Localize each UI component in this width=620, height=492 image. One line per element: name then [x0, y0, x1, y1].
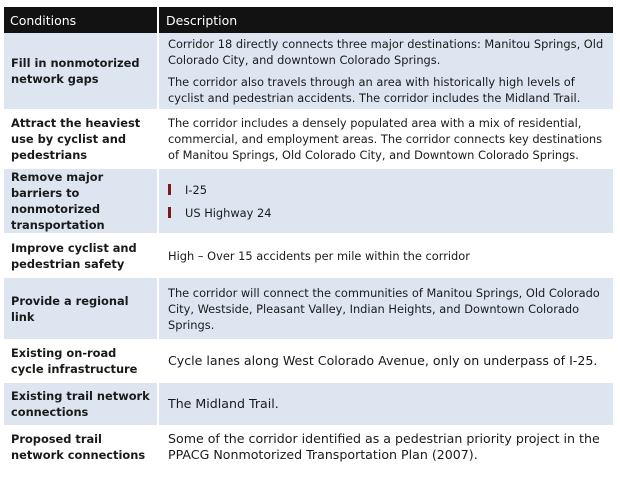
table-row: [4, 111, 613, 169]
description-cell: [157, 33, 613, 109]
description-text: Some of the corridor identified as a pedestrian priority project in the PPACG Nonmotorized Transportation Plan (2007).: [168, 431, 600, 462]
table-row: [4, 427, 613, 467]
table-row: [4, 33, 613, 111]
table-row: [4, 341, 613, 383]
bullet-marker-icon: [168, 184, 171, 195]
condition-cell: Existing on-road cycle infrastructure: [11, 346, 138, 376]
description-cell: [157, 111, 613, 167]
description-text: High – Over 15 accidents per mile within the corridor: [168, 248, 470, 263]
description-text: Cycle lanes along West Colorado Avenue, only on underpass of I-25.: [168, 353, 598, 368]
description-text: The Midland Trail.: [168, 396, 279, 411]
table-row: [4, 383, 613, 427]
condition-cell: Remove major barriers to nonmotorized transportation: [11, 170, 105, 232]
table-header: [4, 7, 613, 33]
table-row: [4, 169, 613, 235]
conditions-table: [4, 7, 613, 467]
condition-cell: Attract the heaviest use by cyclist and pedestrians: [11, 116, 141, 162]
description-text: The corridor includes a densely populated area with a mix of residential, commercial, and employment areas. The corridor connects key destinations of Manitou Springs, Old Colorado City, and Downtown Colorado Springs.: [168, 116, 603, 162]
condition-cell: Provide a regional link: [11, 293, 129, 324]
table-row: [4, 235, 613, 278]
bullet-text: US Highway 24: [185, 205, 272, 220]
description-cell: [157, 341, 613, 381]
description-cell: [157, 169, 613, 233]
header-description: Description: [157, 7, 613, 33]
description-cell: [157, 383, 613, 425]
description-cell: [157, 235, 613, 276]
list-item: [168, 182, 607, 198]
description-cell: [157, 278, 613, 339]
table-row: [4, 278, 613, 341]
condition-cell: Fill in nonmotorized network gaps: [11, 56, 140, 86]
list-item: [168, 205, 607, 221]
description-cell: [157, 427, 613, 467]
condition-cell: Existing trail network connections: [11, 389, 150, 419]
description-text: Corridor 18 directly connects three major destinations: Manitou Springs, Old Colorado City, and downtown Colorado Springs.: [168, 37, 604, 67]
condition-cell: Proposed trail network connections: [11, 432, 146, 462]
description-text: The corridor also travels through an area with historically high levels of cyclist and pedestrian accidents. The corridor includes the Midland Trail.: [168, 75, 581, 105]
condition-cell: Improve cyclist and pedestrian safety: [11, 240, 137, 271]
header-conditions: Conditions: [10, 12, 77, 28]
bullet-marker-icon: [168, 207, 171, 218]
bullet-text: I-25: [185, 182, 207, 197]
description-text: The corridor will connect the communities of Manitou Springs, Old Colorado City, Westside, Pleasant Valley, Indian Heights, and Downtown Colorado Springs.: [168, 285, 600, 332]
